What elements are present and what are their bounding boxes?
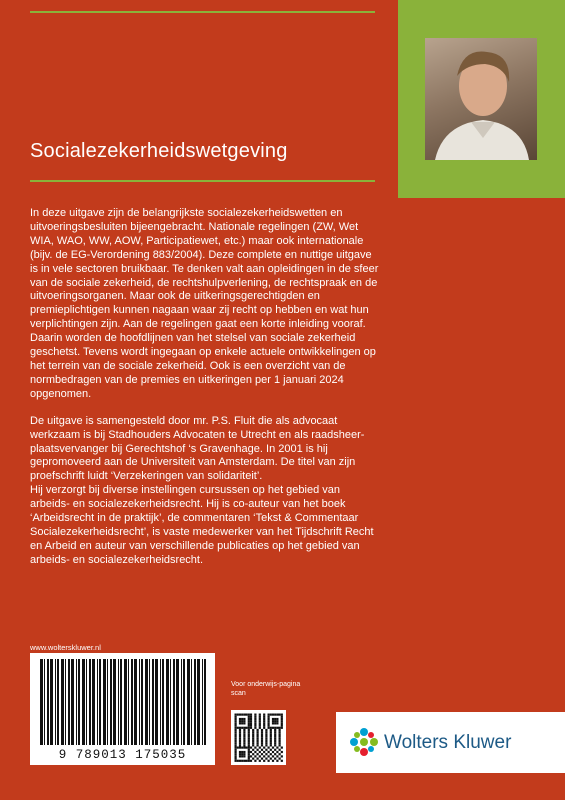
website-link[interactable]: www.wolterskluwer.nl	[30, 643, 101, 652]
top-rule	[30, 11, 375, 13]
back-cover-text	[30, 207, 380, 581]
publisher-logo	[336, 712, 565, 773]
wolters-kluwer-logo-icon	[348, 726, 380, 758]
book-title: Socialezekerheidswetgeving	[30, 140, 288, 162]
qr-code[interactable]	[231, 710, 286, 765]
barcode-bars	[30, 653, 215, 747]
title-rule	[30, 180, 375, 182]
author-photo	[425, 38, 537, 160]
author-activities-paragraph: Hij verzorgt bij diverse instellingen cursussen op het gebied van arbeids- en socialezekerheidsrecht. Hij is co-auteur van het boek ‘Arbeidsrecht in de praktijk’, de commentaren ‘Tekst & Commentaar Socialezekerheidsrecht’, is vaste medewerker van het Tijdschrift Recht en Arbeid en auteur van verschillende publicaties op het gebied van arbeids- en socialezekerheidsrecht.	[30, 484, 374, 566]
publisher-name: Wolters Kluwer	[384, 732, 512, 753]
scan-label: Voor onderwijs-pagina scan	[231, 681, 301, 697]
qr-code-pattern	[231, 710, 286, 765]
description-paragraph: In deze uitgave zijn de belangrijkste socialezekerheidswetten en uitvoeringsbesluiten bijeengebracht. Nationale regelingen (ZW, Wet WIA, WAO, WW, AOW, Participatiewet, etc.) maar ook internationale (bijv. de EG-Verordening 883/2004). Deze complete en nuttige uitgave is in vele sectoren bruikbaar. Te denken valt aan opleidingen in de sfeer van de sociale zekerheid, de rechtshulpverlening, de rechtspraak en de uitvoeringsorganen. Maar ook de uitkeringsgerechtigden en premieplichtigen kunnen nagaan waar zij recht op hebben en wat hun verplichtingen zijn. Aan de regelingen gaat een korte inleiding vooraf. Daarin worden de hoofdlijnen van het stelsel van sociale zekerheid geschetst. Tevens wordt ingegaan op enkele actuele ontwikkelingen op het terrein van de sociale zekerheid. Ook is een overzicht van de normbedragen van de premies en uitkeringen per 1 januari 2024 opgenomen.	[30, 207, 379, 400]
barcode	[30, 653, 215, 765]
author-paragraph: De uitgave is samengesteld door mr. P.S. Fluit die als advocaat werkzaam is bij Stadhouders Advocaten te Utrecht en als raadsheer-plaatsvervanger bij Gerechtshof ‘s Gravenhage. In 2001 is hij gepromoveerd aan de Universiteit van Amsterdam. De titel van zijn proefschrift luidt ‘Verzekeringen van solidariteit’.	[30, 414, 365, 483]
isbn-digits: 9 789013 175035	[58, 748, 187, 762]
